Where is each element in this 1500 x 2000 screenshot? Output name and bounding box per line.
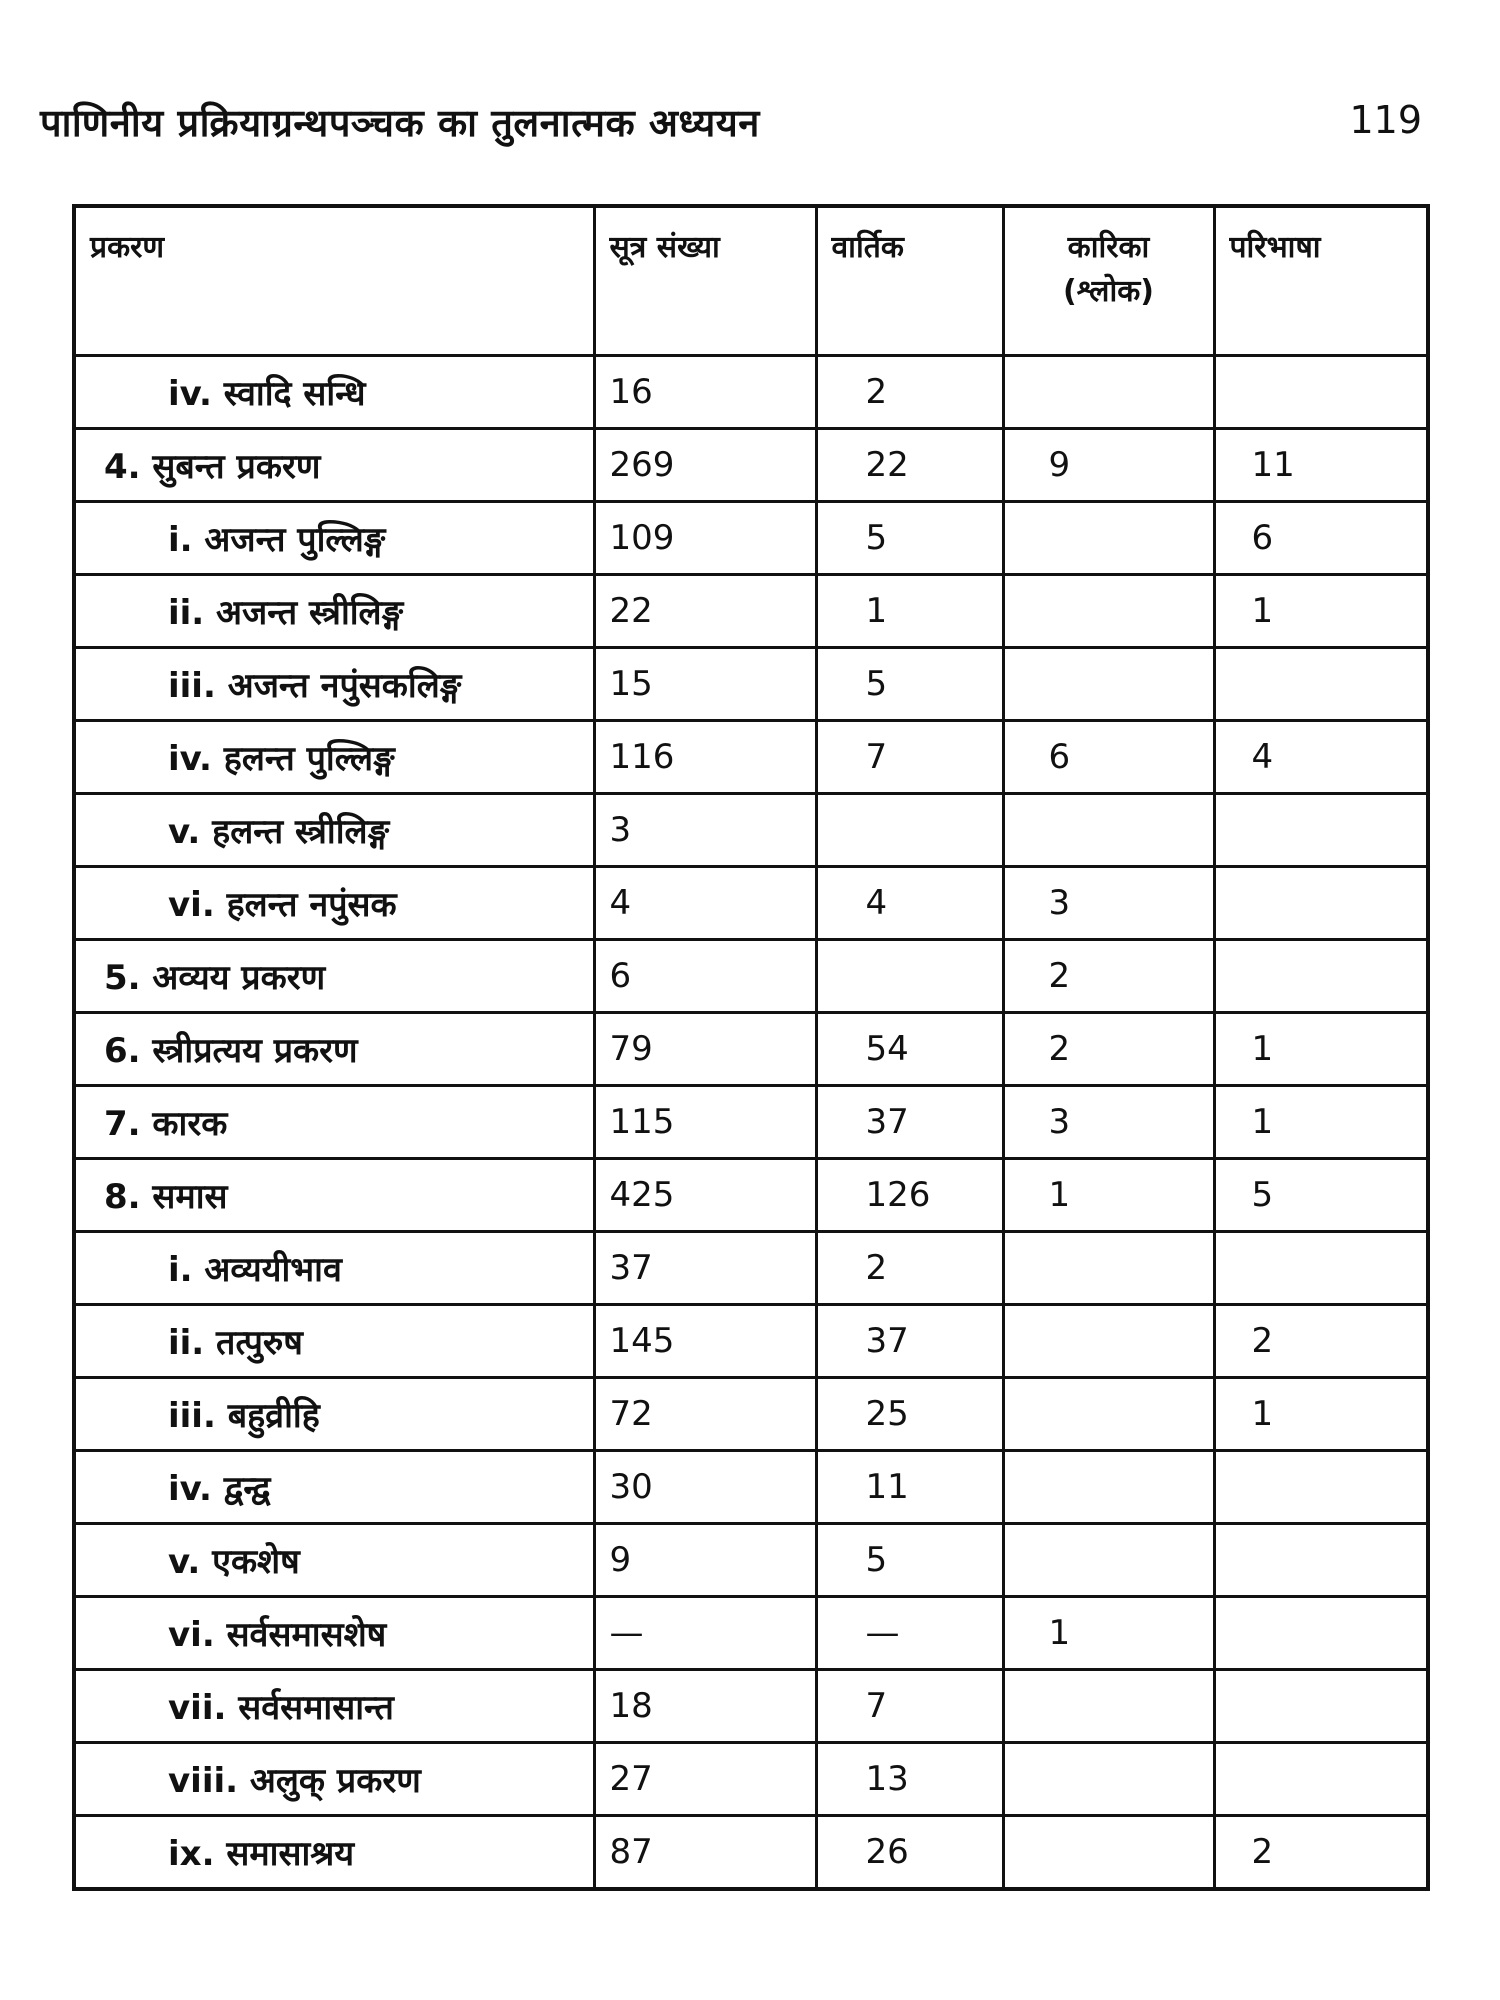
prakarana-cell: ii. अजन्त स्त्रीलिङ्ग	[74, 575, 594, 648]
karika-cell	[1003, 1670, 1214, 1743]
vartika-cell: 13	[816, 1743, 1003, 1816]
column-header-vartika: वार्तिक	[816, 206, 1003, 356]
table-body	[74, 356, 1428, 1890]
prakarana-cell: 4. सुबन्त प्रकरण	[74, 429, 594, 502]
column-header-prakarana: प्रकरण	[74, 206, 594, 356]
sutra-count-cell: 4	[594, 867, 816, 940]
karika-cell: 2	[1003, 1013, 1214, 1086]
prakarana-cell: v. एकशेष	[74, 1524, 594, 1597]
sutra-count-cell: 16	[594, 356, 816, 429]
comparison-table	[72, 204, 1430, 1891]
paribhasha-cell: 1	[1214, 1378, 1428, 1451]
prakarana-cell: 5. अव्यय प्रकरण	[74, 940, 594, 1013]
prakarana-cell: ii. तत्पुरुष	[74, 1305, 594, 1378]
sutra-count-cell: 18	[594, 1670, 816, 1743]
table-row	[74, 940, 1428, 1013]
prakarana-cell: i. अजन्त पुल्लिङ्ग	[74, 502, 594, 575]
sutra-count-cell: 27	[594, 1743, 816, 1816]
table-row	[74, 1013, 1428, 1086]
sutra-count-cell: 30	[594, 1451, 816, 1524]
prakarana-cell: 6. स्त्रीप्रत्यय प्रकरण	[74, 1013, 594, 1086]
sutra-count-cell: 9	[594, 1524, 816, 1597]
prakarana-cell: vi. सर्वसमासशेष	[74, 1597, 594, 1670]
sutra-count-cell: 109	[594, 502, 816, 575]
paribhasha-cell: 5	[1214, 1159, 1428, 1232]
karika-cell: 3	[1003, 867, 1214, 940]
vartika-cell	[816, 940, 1003, 1013]
table-row	[74, 721, 1428, 794]
table-row	[74, 867, 1428, 940]
karika-cell: 2	[1003, 940, 1214, 1013]
sutra-count-cell: 6	[594, 940, 816, 1013]
sutra-count-cell: 15	[594, 648, 816, 721]
table-row	[74, 429, 1428, 502]
vartika-cell: 2	[816, 1232, 1003, 1305]
karika-cell: 1	[1003, 1159, 1214, 1232]
karika-cell	[1003, 575, 1214, 648]
karika-cell	[1003, 1524, 1214, 1597]
paribhasha-cell	[1214, 1451, 1428, 1524]
sutra-count-cell: 22	[594, 575, 816, 648]
karika-cell	[1003, 356, 1214, 429]
vartika-cell: 5	[816, 1524, 1003, 1597]
paribhasha-cell	[1214, 1232, 1428, 1305]
karika-cell: 1	[1003, 1597, 1214, 1670]
karika-cell	[1003, 1378, 1214, 1451]
paribhasha-cell: 4	[1214, 721, 1428, 794]
sutra-count-cell: 115	[594, 1086, 816, 1159]
table-row	[74, 502, 1428, 575]
paribhasha-cell	[1214, 867, 1428, 940]
table-row	[74, 1743, 1428, 1816]
prakarana-cell: iv. स्वादि सन्धि	[74, 356, 594, 429]
paribhasha-cell: 11	[1214, 429, 1428, 502]
page-number: 119	[1349, 98, 1422, 142]
karika-cell	[1003, 1305, 1214, 1378]
table-row	[74, 1670, 1428, 1743]
prakarana-cell: iv. हलन्त पुल्लिङ्ग	[74, 721, 594, 794]
prakarana-cell: iii. बहुव्रीहि	[74, 1378, 594, 1451]
column-header-sutra-count: सूत्र संख्या	[594, 206, 816, 356]
vartika-cell: 2	[816, 356, 1003, 429]
vartika-cell: 7	[816, 1670, 1003, 1743]
vartika-cell: 5	[816, 502, 1003, 575]
table-row	[74, 1524, 1428, 1597]
karika-cell: 9	[1003, 429, 1214, 502]
vartika-cell: 7	[816, 721, 1003, 794]
karika-cell	[1003, 1816, 1214, 1890]
prakarana-cell: viii. अलुक् प्रकरण	[74, 1743, 594, 1816]
karika-cell	[1003, 1451, 1214, 1524]
sutra-count-cell: 116	[594, 721, 816, 794]
column-header-paribhasha: परिभाषा	[1214, 206, 1428, 356]
column-header-karika-line2: (श्लोक)	[1063, 273, 1154, 309]
paribhasha-cell: 1	[1214, 1013, 1428, 1086]
prakarana-cell: iv. द्वन्द्व	[74, 1451, 594, 1524]
paribhasha-cell: 2	[1214, 1816, 1428, 1890]
sutra-count-cell: 87	[594, 1816, 816, 1890]
column-header-karika	[1003, 206, 1214, 356]
vartika-cell: 22	[816, 429, 1003, 502]
column-header-karika-line1: कारिका	[1067, 230, 1150, 265]
vartika-cell: 26	[816, 1816, 1003, 1890]
paribhasha-cell	[1214, 1597, 1428, 1670]
table-row	[74, 1159, 1428, 1232]
vartika-cell: 54	[816, 1013, 1003, 1086]
prakarana-cell: v. हलन्त स्त्रीलिङ्ग	[74, 794, 594, 867]
sutra-count-cell: 269	[594, 429, 816, 502]
prakarana-cell: vi. हलन्त नपुंसक	[74, 867, 594, 940]
table-row	[74, 1597, 1428, 1670]
vartika-cell: 1	[816, 575, 1003, 648]
vartika-cell: 5	[816, 648, 1003, 721]
prakarana-cell: vii. सर्वसमासान्त	[74, 1670, 594, 1743]
paribhasha-cell	[1214, 648, 1428, 721]
paribhasha-cell	[1214, 1524, 1428, 1597]
table-row	[74, 1378, 1428, 1451]
karika-cell	[1003, 794, 1214, 867]
vartika-cell: —	[816, 1597, 1003, 1670]
sutra-count-cell: 72	[594, 1378, 816, 1451]
table-row	[74, 356, 1428, 429]
table-row	[74, 575, 1428, 648]
paribhasha-cell: 1	[1214, 1086, 1428, 1159]
prakarana-cell: iii. अजन्त नपुंसकलिङ्ग	[74, 648, 594, 721]
karika-cell	[1003, 648, 1214, 721]
vartika-cell: 25	[816, 1378, 1003, 1451]
sutra-count-cell: —	[594, 1597, 816, 1670]
table-row	[74, 1232, 1428, 1305]
vartika-cell: 37	[816, 1305, 1003, 1378]
karika-cell	[1003, 1743, 1214, 1816]
sutra-count-cell: 145	[594, 1305, 816, 1378]
karika-cell	[1003, 1232, 1214, 1305]
paribhasha-cell	[1214, 794, 1428, 867]
paribhasha-cell	[1214, 940, 1428, 1013]
paribhasha-cell	[1214, 1670, 1428, 1743]
prakarana-cell: i. अव्ययीभाव	[74, 1232, 594, 1305]
paribhasha-cell: 2	[1214, 1305, 1428, 1378]
karika-cell: 6	[1003, 721, 1214, 794]
sutra-count-cell: 425	[594, 1159, 816, 1232]
table-row	[74, 1086, 1428, 1159]
vartika-cell	[816, 794, 1003, 867]
paribhasha-cell	[1214, 1743, 1428, 1816]
table-row	[74, 1305, 1428, 1378]
paribhasha-cell: 6	[1214, 502, 1428, 575]
sutra-count-cell: 3	[594, 794, 816, 867]
prakarana-cell: ix. समासाश्रय	[74, 1816, 594, 1890]
sutra-count-cell: 79	[594, 1013, 816, 1086]
running-title: पाणिनीय प्रक्रियाग्रन्थपञ्चक का तुलनात्मक अध्ययन	[40, 101, 760, 145]
table-row	[74, 794, 1428, 867]
prakarana-cell: 8. समास	[74, 1159, 594, 1232]
sutra-count-cell: 37	[594, 1232, 816, 1305]
table-row	[74, 1816, 1428, 1890]
table-row	[74, 1451, 1428, 1524]
karika-cell: 3	[1003, 1086, 1214, 1159]
vartika-cell: 126	[816, 1159, 1003, 1232]
paribhasha-cell	[1214, 356, 1428, 429]
table-header-row	[74, 206, 1428, 356]
prakarana-cell: 7. कारक	[74, 1086, 594, 1159]
vartika-cell: 37	[816, 1086, 1003, 1159]
karika-cell	[1003, 502, 1214, 575]
paribhasha-cell: 1	[1214, 575, 1428, 648]
vartika-cell: 4	[816, 867, 1003, 940]
table-row	[74, 648, 1428, 721]
vartika-cell: 11	[816, 1451, 1003, 1524]
